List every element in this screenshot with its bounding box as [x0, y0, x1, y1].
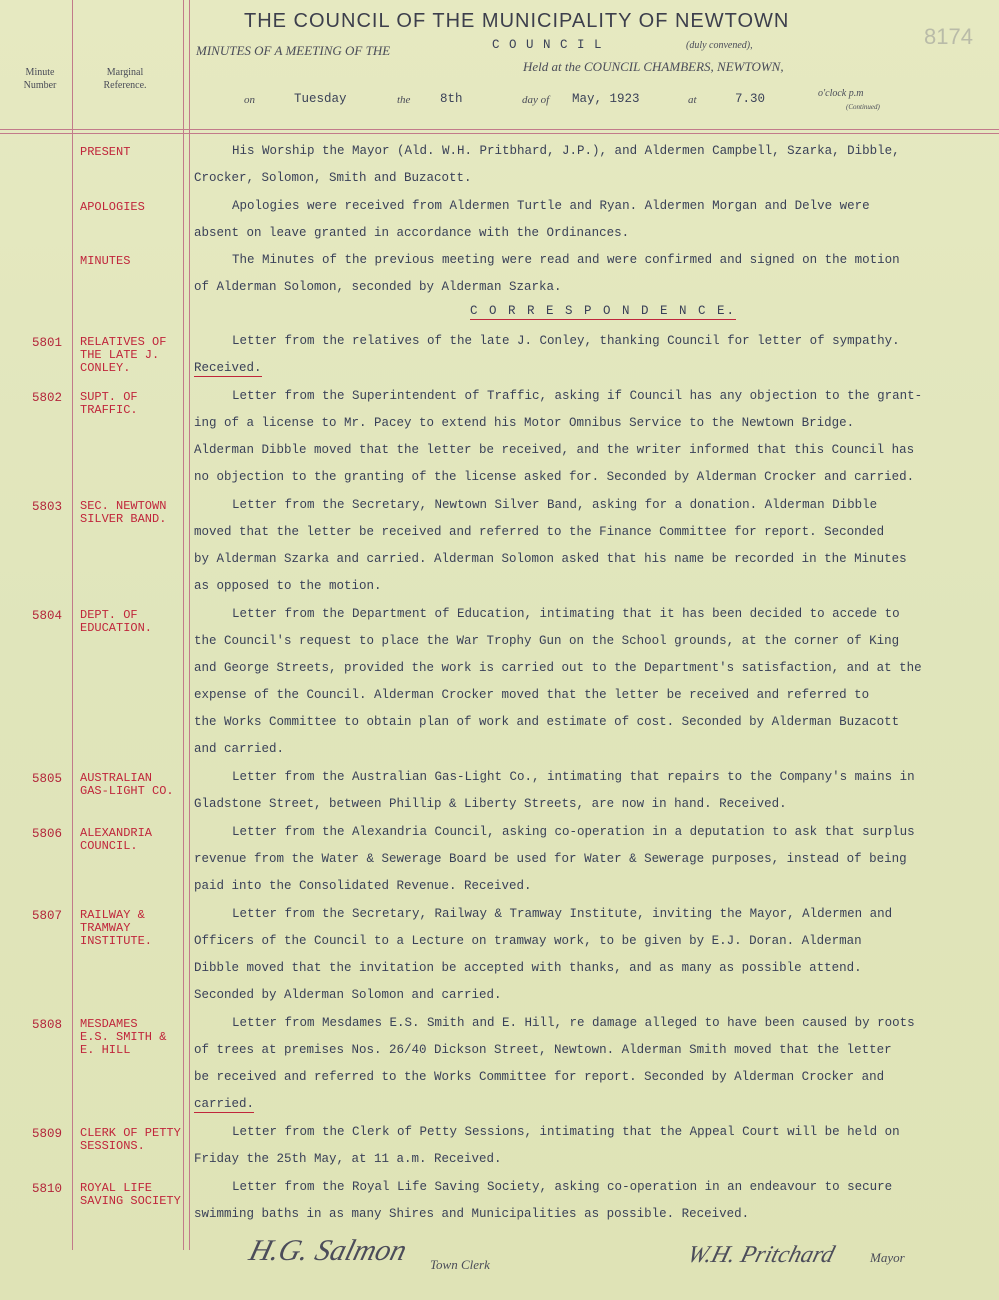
minute-number: 5810	[32, 1182, 63, 1196]
letter-line: the Council's request to place the War Trophy Gun on the School grounds, at the corner of King	[194, 634, 900, 648]
letter-line: Seconded by Alderman Solomon and carried.	[194, 988, 502, 1002]
letter-line: Gladstone Street, between Phillip & Liberty Streets, are now in hand. Received.	[194, 797, 787, 811]
mayor-label: Mayor	[870, 1250, 905, 1265]
marginal-reference: CLERK OF PETTY SESSIONS.	[80, 1126, 181, 1153]
letter-line: paid into the Consolidated Revenue. Received.	[194, 879, 532, 893]
minute-number: 5806	[32, 827, 63, 841]
letter-line: Letter from the Superintendent of Traffic, asking if Council has any objection to the grant-	[232, 389, 923, 403]
minutes-of-label: MINUTES OF A MEETING OF THE	[196, 43, 391, 58]
meeting-time: 7.30	[735, 92, 766, 106]
letter-line: Received.	[194, 361, 262, 375]
letter-line: Letter from the relatives of the late J. Conley, thanking Council for letter of sympathy.	[232, 334, 900, 348]
header-rule-1	[0, 129, 999, 130]
margin-rule-3	[189, 0, 190, 1250]
present-line-1: His Worship the Mayor (Ald. W.H. Pritbhard, J.P.), and Aldermen Campbell, Szarka, Dibble,	[232, 144, 900, 158]
marginal-reference: RAILWAY & TRAMWAY INSTITUTE.	[80, 908, 153, 948]
minute-number: 5804	[32, 609, 63, 623]
letter-line: Letter from the Royal Life Saving Society, asking co-operation in an endeavour to secure	[232, 1180, 893, 1194]
letter-line: the Works Committee to obtain plan of work and estimate of cost. Seconded by Alderman Buzacott	[194, 715, 900, 729]
marginal-reference: ALEXANDRIA COUNCIL.	[80, 826, 153, 853]
minutes-line-2: of Alderman Solomon, seconded by Alderman Szarka.	[194, 280, 562, 294]
letter-line: Letter from the Alexandria Council, asking co-operation in a deputation to ask that surplus	[232, 825, 915, 839]
meeting-body: C O U N C I L	[492, 38, 603, 52]
minute-number: 5803	[32, 500, 63, 514]
marginal-reference: AUSTRALIAN GAS-LIGHT CO.	[80, 771, 174, 798]
minute-number: 5805	[32, 772, 63, 786]
letter-line: no objection to the granting of the license asked for. Seconded by Alderman Crocker and carried.	[194, 470, 915, 484]
letter-line: Letter from the Australian Gas-Light Co., intimating that repairs to the Company's mains in	[232, 770, 915, 784]
letter-line: Letter from Mesdames E.S. Smith and E. Hill, re damage alleged to have been caused by roots	[232, 1016, 915, 1030]
continued-label: (Continued)	[846, 103, 880, 111]
letter-line: Dibble moved that the invitation be accepted with thanks, and as many as possible attend.	[194, 961, 862, 975]
letter-line: Letter from the Department of Education, intimating that it has been decided to accede to	[232, 607, 900, 621]
meeting-month-year: May, 1923	[572, 92, 640, 106]
letter-line: and George Streets, provided the work is carried out to the Department's satisfaction, and at the	[194, 661, 922, 675]
letter-line: Officers of the Council to a Lecture on tramway work, to be given by E.J. Doran. Alderman	[194, 934, 862, 948]
present-line-2: Crocker, Solomon, Smith and Buzacott.	[194, 171, 472, 185]
minutes-line-1: The Minutes of the previous meeting were read and were confirmed and signed on the motion	[232, 253, 900, 267]
header-rule-2	[0, 133, 999, 134]
minute-number: 5807	[32, 909, 63, 923]
letter-line: revenue from the Water & Sewerage Board be used for Water & Sewerage purposes, instead of being	[194, 852, 907, 866]
ref-apologies: APOLOGIES	[80, 200, 145, 214]
the-label: the	[397, 94, 411, 106]
marginal-reference: MESDAMES E.S. SMITH & E. HILL	[80, 1017, 167, 1057]
minute-number: 5808	[32, 1018, 63, 1032]
letter-line: carried.	[194, 1097, 255, 1111]
held-at-label: Held at the COUNCIL CHAMBERS, NEWTOWN,	[523, 59, 784, 74]
margin-rule-1	[72, 0, 73, 1250]
ref-minutes: MINUTES	[80, 254, 131, 268]
mayor-signature: W.H. Pritchard	[684, 1242, 838, 1268]
letter-line: moved that the letter be received and referred to the Finance Committee for report. Seconded	[194, 525, 885, 539]
marginal-reference-header: Marginal Reference.	[103, 67, 147, 91]
letter-line: by Alderman Szarka and carried. Alderman Solomon asked that his name be recorded in the Minutes	[194, 552, 907, 566]
town-clerk-label: Town Clerk	[430, 1257, 490, 1272]
letter-line: ing of a license to Mr. Pacey to extend his Motor Omnibus Service to the Newtown Bridge.	[194, 416, 855, 430]
duly-convened: (duly convened),	[686, 40, 753, 51]
day-of-label: day of	[522, 94, 550, 106]
minute-number: 5809	[32, 1127, 63, 1141]
ref-present: PRESENT	[80, 145, 131, 159]
apologies-line-2: absent on leave granted in accordance with the Ordinances.	[194, 226, 630, 240]
marginal-reference: DEPT. OF EDUCATION.	[80, 608, 153, 635]
marginal-reference: RELATIVES OF THE LATE J. CONLEY.	[80, 335, 167, 375]
oclock-label: o'clock p.m	[818, 88, 864, 99]
minute-number: 5802	[32, 391, 63, 405]
letter-line: Letter from the Secretary, Railway & Tramway Institute, inviting the Mayor, Aldermen and	[232, 907, 893, 921]
letter-line: of trees at premises Nos. 26/40 Dickson Street, Newtown. Alderman Smith moved that the letter	[194, 1043, 892, 1057]
town-clerk-signature: H.G. Salmon	[245, 1234, 411, 1267]
correspondence-heading: C O R R E S P O N D E N C E.	[470, 304, 737, 318]
meeting-weekday: Tuesday	[294, 92, 347, 106]
margin-rule-2	[183, 0, 184, 1250]
apologies-line-1: Apologies were received from Aldermen Turtle and Ryan. Aldermen Morgan and Delve were	[232, 199, 870, 213]
on-label: on	[244, 94, 255, 106]
letter-line: Letter from the Secretary, Newtown Silver Band, asking for a donation. Alderman Dibble	[232, 498, 878, 512]
letter-line: Friday the 25th May, at 11 a.m. Received.	[194, 1152, 502, 1166]
letter-line: expense of the Council. Alderman Crocker moved that the letter be received and referred to	[194, 688, 870, 702]
letter-line: swimming baths in as many Shires and Municipalities as possible. Received.	[194, 1207, 750, 1221]
letter-line: Alderman Dibble moved that the letter be received, and the writer informed that this Council has	[194, 443, 915, 457]
document-title: THE COUNCIL OF THE MUNICIPALITY OF NEWTOWN	[244, 10, 790, 32]
minute-number-header: Minute Number	[23, 67, 57, 91]
marginal-reference: SUPT. OF TRAFFIC.	[80, 390, 138, 417]
marginal-reference: ROYAL LIFE SAVING SOCIETY	[80, 1181, 181, 1208]
letter-line: Letter from the Clerk of Petty Sessions, intimating that the Appeal Court will be held on	[232, 1125, 900, 1139]
letter-line: and carried.	[194, 742, 285, 756]
page-number: 8174	[924, 24, 973, 49]
letter-line: be received and referred to the Works Committee for report. Seconded by Alderman Crocker and	[194, 1070, 885, 1084]
minute-number: 5801	[32, 336, 63, 350]
letter-line: as opposed to the motion.	[194, 579, 382, 593]
marginal-reference: SEC. NEWTOWN SILVER BAND.	[80, 499, 167, 526]
at-label: at	[688, 94, 697, 106]
meeting-day: 8th	[440, 92, 463, 106]
